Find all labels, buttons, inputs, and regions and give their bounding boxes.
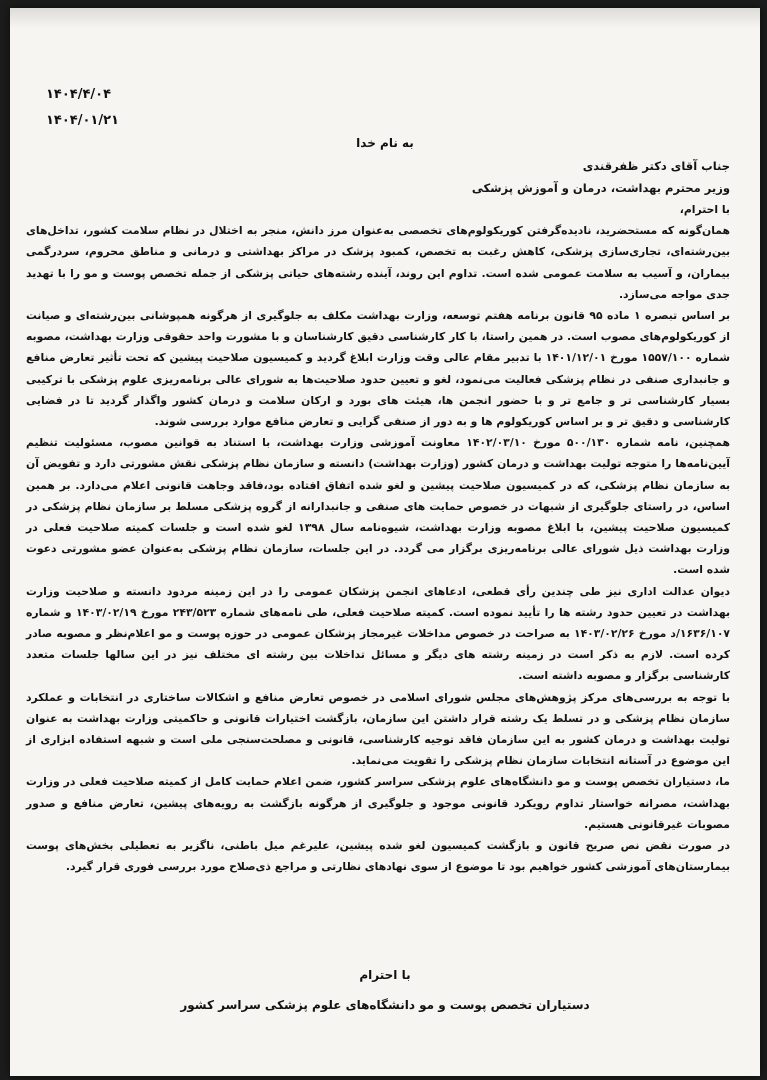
- scan-shadow: [10, 8, 760, 28]
- body-paragraph-1: همان‌گونه که مستحضرید، نادیده‌گرفتن کوریکولوم‌های تخصصی به‌عنوان مرز دانش، منجر به اختلال در نظام سلامت کشور، تداخل‌های بین‌رشته‌ای، تجاری‌سازی پزشکی، کاهش رغبت به تخصص، کمبود پزشک در مراکز بهداشتی و درمانی و مناطق محروم، سردرگمی بیماران، و آسیب به سلامت عمومی شده است. تداوم این روند، آینده رشته‌های حیاتی پزشکی از جمله تخصص پوست و مو را با تهدید جدی مواجه می‌سازد.: [26, 224, 730, 301]
- letter-number-date: ۱۴۰۴/۴/۰۴: [46, 87, 112, 102]
- letter-content: [26, 155, 730, 878]
- body-paragraph-6: ما، دستیاران تخصص پوست و مو دانشگاه‌های علوم پزشکی سراسر کشور، ضمن اعلام حمایت کامل از کمیته صلاحیت فعلی در وزارت بهداشت، مصرانه خواستار تداوم رویکرد قانونی موجود و جلوگیری از هرگونه بازگشت به رویه‌های پیشین، تعارض منافع و صدور مصوبات غیرقانونی هستیم.: [26, 775, 730, 831]
- signature-block: [10, 960, 760, 1020]
- recipient-name: جناب آقای دکتر ظفرقندی: [582, 159, 730, 173]
- greeting: با احترام،: [679, 203, 730, 216]
- recipient-title: وزیر محترم بهداشت، درمان و آموزش پزشکی: [471, 181, 730, 195]
- body-paragraph-3: همچنین، نامه شماره ۵۰۰/۱۳۰ مورخ ۱۴۰۲/۰۳/۱۰ معاونت آموزشی وزارت بهداشت، با استناد به قوانین مصوب، مسئولیت تنظیم آیین‌نامه‌ها را متوجه تولیت بهداشت و درمان کشور (وزارت بهداشت) دانسته و سازمان نظام پزشکی نقش مشورتی دارد و تفویض آن به سازمان نظام پزشکی، که در کمیسیون صلاحیت پیشین و لغو شده اتفاق افتاده بود،فاقد وجاهت قانونی اعلام می‌دارد. بر همین اساس، در راستای جلوگیری از شبهات در خصوص حمایت های صنفی و جانبدارانه از گروه پزشکی مسلط بر سازمان نظام پزشکی در کمیسیون صلاحیت پیشین، با ابلاغ مصوبه وزارت بهداشت، شیوه‌نامه سال ۱۳۹۸ لغو شده است و جلسات کمیته صلاحیت فعلی در وزارت بهداشت ذیل شورای عالی برنامه‌ریزی برگزار می گردد. در این جلسات، سازمان نظام پزشکی به‌عنوان عضو مشورتی دعوت شده است.: [26, 436, 730, 577]
- basmala: به نام خدا: [356, 136, 414, 150]
- letter-issue-date: ۱۴۰۴/۰۱/۲۱: [46, 113, 119, 128]
- body-paragraph-2: بر اساس تبصره ۱ ماده ۹۵ قانون برنامه هفتم توسعه، وزارت بهداشت مکلف به جلوگیری از هرگونه همپوشانی بین‌رشته‌ای و صیانت از کوریکولوم‌های مصوب است. در همین راستا، با کار کارشناسی دقیق کارشناسان و با مشورت واحد حقوقی وزارت بهداشت، مصوبه شماره ۱۵۵۷/۱۰۰ مورخ ۱۴۰۱/۱۲/۰۱ با تدبیر مقام عالی وقت وزارت ابلاغ گردید و کمیسیون صلاحیت پیشین که تحت تأثیر تعارض منافع و جانبداری صنفی در نظام پزشکی فعالیت می‌نمود، لغو و تعیین حدود صلاحیت‌ها به شورای عالی برنامه‌ریزی علوم پزشکی با ترکیبی بسیار کارشناسی تر و جامع تر و با حضور انجمن ها، هیئت های بورد و ارکان سلامت و درمان کشور واگذار گردید تا در فضایی کارشناسی و دقیق تر و بر اساس کوریکولوم ها و به دور از صنفی گرایی و تعارض منافع موارد بررسی شوند.: [26, 309, 730, 429]
- body-paragraph-5: با توجه به بررسی‌های مرکز پژوهش‌های مجلس شورای اسلامی در خصوص تعارض منافع و اشکالات ساختاری در انتخابات و عملکرد سازمان نظام پزشکی و در تسلط یک رشته قرار داشتن این سازمان، بازگشت اختیارات قانونی و حاکمیتی وزارت بهداشت به عنوان تولیت بهداشت و درمان کشور به این سازمان فاقد توجیه کارشناسی، قانونی و مصلحت‌سنجی ملی است و شبهه استفاده ابزاری از این موضوع در آستانه انتخابات سازمان نظام پزشکی را تقویت می‌نماید.: [26, 690, 730, 768]
- body-paragraph-7: در صورت نقض نص صریح قانون و بازگشت کمیسیون لغو شده پیشین، علیرغم میل باطنی، ناگزیر به تعطیلی بخش‌های پوست بیمارستان‌های آموزشی کشور خواهیم بود تا موضوع از سوی نهادهای نظارتی و مراجع ذی‌صلاح مورد بررسی فوری قرار گیرد.: [26, 839, 730, 874]
- body-paragraph-4: دیوان عدالت اداری نیز طی چندین رأی قطعی، ادعاهای انجمن پزشکان عمومی را در این زمینه مردود دانسته و صلاحیت وزارت بهداشت در تعیین حدود رشته ها را تأیید نموده است. کمیته صلاحیت فعلی، طی نامه‌های شماره ۲۴۳/۵۲۳ مورخ ۱۴۰۳/۰۲/۱۹ و شماره ۱۶۳۶/۱۰۷/د مورخ ۱۴۰۳/۰۲/۲۶ به صراحت در خصوص مداخلات غیرمجاز پزشکان عمومی در حوزه پوست و مو اعلام‌نظر و مصوبه صادر کرده است. لازم به ذکر است در زمینه رشته های دیگر و مسائل تداخلات بین رشته ای مختلف نیز در این سالها جلسات متعدد کارشناسی برگزار و مصوبه داشته است.: [26, 584, 730, 683]
- signatory-text: دستیاران تخصص پوست و مو دانشگاه‌های علوم پزشکی سراسر کشور: [180, 998, 590, 1012]
- letter-dates: [46, 82, 119, 134]
- closing-text: با احترام: [359, 968, 411, 982]
- letter-page: [10, 8, 760, 1076]
